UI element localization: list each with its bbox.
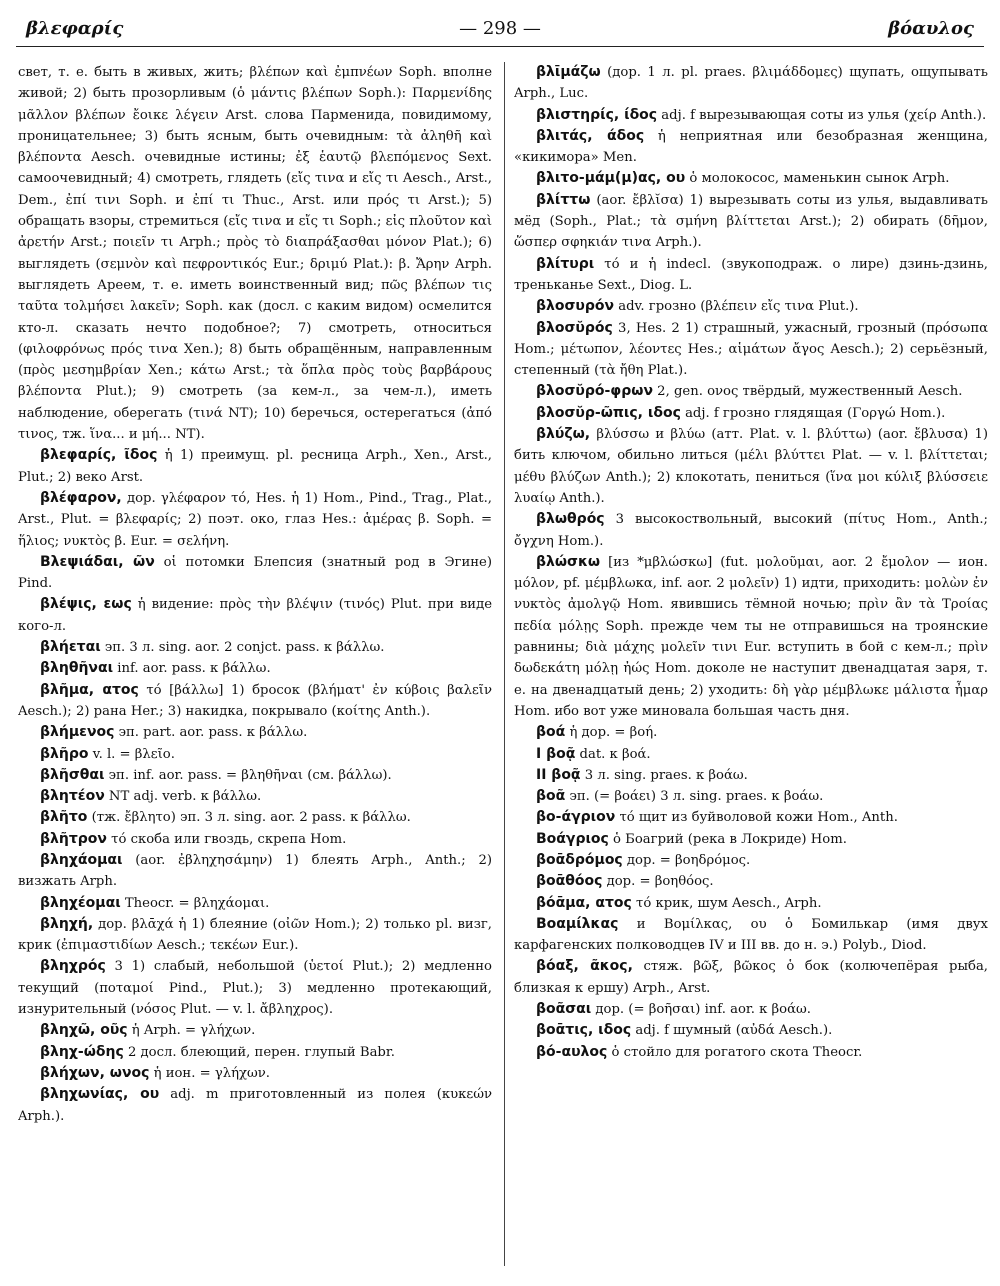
entry-headword: βληχῶ, οῦς [40, 1022, 128, 1039]
dictionary-entry [514, 381, 988, 402]
entry-definition: v. l. = βλεῖο. [88, 746, 175, 762]
entry-headword: βληχή, [40, 915, 94, 932]
entry-definition: 3 высокоствольный, высокий (πίτυς Hom., Anth.; ὄγχνη Hom.). [514, 512, 988, 549]
entry-definition: βλύσσω и βλύω (атт. Plat. v. l. βλύττω) (aor. ἔβλυσα) 1) бить ключом, обильно литься (μέλι βλύττει Plat. — v. l. βλίττεται; μέθυ βλύζων Anth.); 2) клокотать, пениться (ἵνα μοι κύλιξ βλύσσειε λυαίῳ Anth.). [514, 427, 988, 506]
entry-definition: (aor. ἔβλῐσα) 1) вырезывать соты из улья, выдавливать мёд (Soph., Plat.; τὰ σμήνη βλίττεται Arst.); 2) обирать (δῆμον, ὥσπερ σφηκιάν τινα Arph.). [514, 192, 988, 251]
entry-headword: βλῆρο [40, 745, 89, 762]
entry-definition: 3 л. sing. praes. к βοάω. [580, 767, 748, 783]
entry-headword: βλώσκω [536, 553, 601, 570]
dictionary-entry [514, 105, 988, 126]
entry-definition: (тж. ἔβλητο) эп. 3 л. sing. aor. 2 pass. к βάλλω. [87, 810, 411, 826]
entry-headword: βληχωνίας, ου [40, 1086, 160, 1103]
entry-headword: βληχ-ώδης [40, 1043, 124, 1060]
entry-headword: βοᾶσαι [536, 1001, 592, 1018]
dictionary-entry [514, 424, 988, 509]
entry-definition: Theocr. = βληχάομαι. [120, 895, 270, 911]
entry-definition: (дор. 1 л. pl. praes. βλιμάδδομες) щупать, ощупывать Arph., Luc. [514, 65, 988, 102]
page-header [16, 14, 984, 44]
entry-definition: ἡ видение: πρὸς τὴν βλέψιν (τινός) Plut. при виде кого-л. [18, 597, 492, 634]
entry-definition: adj. m приготовленный из полея (κυκεών Arph.). [18, 1087, 492, 1124]
dictionary-entry [514, 850, 988, 871]
entry-definition: дор. γλέφαρον τό, Hes. ἡ 1) Hom., Pind., Trag., Plat., Arst., Plut. = βλεφαρίς; 2) поэт. око, глаз Hes.: ἁμέρας β. Soph. = ἥλιος; νυκτὸς β. Eur. = σελήνη. [18, 490, 492, 549]
entry-definition: свет, т. е. быть в живых, жить; βλέπων καὶ ἐμπνέων Soph. вполне живой; 2) быть прозорливым (ὁ μάντις βλέπων Soph.): Παρμενίδης μᾶλλον βλέπων ἔοικε λέγειν Arst. слова Парменида, повидимому, проницательнее; 3) быть ясным, быть очевидным: τὰ ἀληθῆ καὶ βλέποντα Aesch. очевидные истины; ἐξ ἑαυτῷ βλεπόμενος Sext. самоочевидный; 4) смотреть, глядеть (εἴς τινα и εἴς τι Aesch., Arst., Dem., ἐπί τινι Soph. и ἐπί τι Thuc., Arst. или πρός τι Arst.); 5) обращать взоры, стремиться (εἴς τινα и εἴς τι Soph.; εἰς πλοῦτον καὶ ἀρετήν Arst.; ποιεῖν τι Arph.; πρὸς τὸ διαπράξασθαι μόνον Plat.); 6) выглядеть (σεμνὸν καὶ πεφροντικός Eur.; δριμύ Plat.): β. Ἄρην Arph. выглядеть Ареем, т. е. иметь воинственный вид; πῶς βλέπων τις ταῦτα τολμήσει λακεῖν; Soph. как (досл. с каким видом) осмелится кто-л. сказать нечто подобное?; 7) смотреть, относиться (φιλοφρόνως πρός τινα Xen.); 8) быть обращённым, направленным (πρὸς μεσημβρίαν Xen.; κάτω Arst.; τὰ ὅπλα πρὸς τοὺς βαρβάρους βλέποντα Plut.); 9) смотреть (за кем-л., за чем-л.), иметь наблюдение, оберегать (τινά NT); 10) беречься, остерегаться (ἀπό τινος, тж. ἵνα... и μή... NT). [18, 65, 492, 443]
entry-headword: βοᾱθόος [536, 873, 603, 890]
entry-headword: βληχέομαι [40, 894, 121, 911]
dictionary-entry [18, 552, 492, 595]
entry-headword: βλέφαρον, [40, 489, 122, 506]
entry-definition: ἡ неприятная или безобразная женщина, «кикимора» Men. [514, 128, 988, 166]
entry-headword: βλήμενος [40, 724, 115, 741]
dictionary-entry [514, 190, 988, 254]
entry-definition: эп. (= βοάει) 3 л. sing. praes. к βοάω. [565, 789, 824, 805]
left-guide-word: βλεφαρίς [26, 18, 124, 39]
entry-definition: τό крик, шум Aesch., Arph. [631, 895, 822, 911]
dictionary-entry [514, 871, 988, 892]
entry-definition: [из *μβλώσκω] (fut. μολοῦμαι, aor. 2 ἔμολον — ион. μόλον, pf. μέμβλωκα, inf. aor. 2 μολεῖν) 1) идти, приходить: μολὼν ἐν νυκτὸς ἀμολγῷ Hom. явившись тёмной ночью; πρὶν ἂν τὰ Τροίας πεδία μόλῃς Soph. прежде чем ты не отправишься на троянские равнины; διὰ μάχης μολεῖν τινι Eur. вступить в бой с кем-л.; πρὶν δωδεκάτη μόλῃ ἠώς Hom. доколе не наступит двенадцатая заря, т. е. на двенадцатый день; 2) уходить: δὴ γὰρ μέμβλωκε μάλιστα ἦμαρ Hom. ибо вот уже миновала большая часть дня. [514, 554, 988, 719]
entry-headword: I βοᾷ [536, 745, 576, 762]
entry-headword: βλιτάς, άδος [536, 127, 645, 144]
entry-headword: βοᾱτις, ιδος [536, 1022, 632, 1039]
dictionary-entry [514, 914, 988, 957]
right-column [514, 62, 988, 1274]
dictionary-entry [514, 765, 988, 786]
entry-definition: adj. f шумный (αὐδά Aesch.). [631, 1023, 833, 1039]
entry-headword: II βοᾷ [536, 766, 581, 783]
entry-headword: βλοσῠρ-ῶπις, ιδος [536, 404, 681, 421]
entry-definition: οἱ потомки Блепсия (знатный род в Эгине) Pind. [18, 554, 492, 592]
dictionary-entry [514, 786, 988, 807]
entry-definition: и Βομίλκας, ου ὁ Бомилькар (имя двух карфагенских полководцев IV и III вв. до н. э.) Polyb., Diod. [514, 916, 988, 954]
dictionary-entry [18, 488, 492, 552]
dictionary-entry [18, 914, 492, 957]
entry-definition: adj. f грозно глядящая (Γοργώ Hom.). [680, 405, 946, 421]
entry-headword: βλοσῠρός [536, 319, 613, 336]
dictionary-entry [18, 1084, 492, 1127]
dictionary-entry [514, 956, 988, 999]
dictionary-entry [18, 1063, 492, 1084]
entry-definition: эп. inf. aor. pass. = βληθῆναι (см. βάλλω). [104, 767, 392, 783]
page-number: — 298 — [459, 18, 541, 39]
dictionary-entry [18, 1020, 492, 1041]
dictionary-entry [18, 637, 492, 658]
dictionary-entry [18, 722, 492, 743]
dictionary-entry [514, 168, 988, 189]
dictionary-entry [514, 126, 988, 169]
dictionary-entry [18, 445, 492, 488]
entry-headword: βλεφαρίς, ῖδος [40, 447, 158, 464]
dictionary-entry [514, 254, 988, 297]
dictionary-entry [514, 403, 988, 424]
entry-headword: βο-άγριον [536, 809, 616, 826]
entry-headword: βληθῆναι [40, 660, 114, 677]
entry-definition: ὁ Боагрий (река в Локриде) Hom. [608, 831, 847, 847]
entry-definition: inf. aor. pass. к βάλλω. [113, 661, 271, 677]
entry-definition: τό и ἡ indecl. (звукоподраж. о лире) дзинь-дзинь, треньканье Sext., Diog. L. [514, 256, 988, 293]
entry-definition: дор. = βοηδρόμος. [622, 852, 751, 868]
header-rule [16, 46, 984, 47]
entry-definition: 3 1) слабый, небольшой (ὑετοί Plut.); 2) медленно текущий (ποταμοί Pind., Plut.); 3) медленно протекающий, изнурительный (νόσος Plut. — v. l. ἄβληχρος). [18, 959, 492, 1018]
entry-definition: стяж. βῶξ, βῶκος ὁ бок (колючепёрая рыба, близкая к ершу) Arph., Arst. [514, 959, 988, 996]
entry-definition: ὁ молокосос, маменькин сынок Arph. [685, 171, 950, 187]
entry-headword: βλήχων, ωνος [40, 1064, 150, 1081]
entry-headword: βλέψις, εως [40, 596, 132, 613]
dictionary-entry [514, 1042, 988, 1063]
entry-headword: βοά [536, 724, 566, 741]
entry-headword: βόαξ, ᾶκος, [536, 958, 633, 975]
entry-definition: дор. (= βοῆσαι) inf. aor. к βοάω. [591, 1002, 811, 1018]
entry-headword: βοᾶ [536, 788, 566, 805]
dictionary-entry [514, 829, 988, 850]
entry-headword: βλοσῠρό-φρων [536, 383, 653, 400]
left-column [18, 62, 492, 1274]
entry-headword: βλύζω, [536, 426, 591, 443]
right-guide-word: βόαυλος [888, 18, 974, 39]
entry-definition: ἡ Arph. = γλήχων. [127, 1023, 256, 1039]
entry-headword: βλίττω [536, 191, 591, 208]
dictionary-entry [514, 807, 988, 828]
dictionary-entry [514, 722, 988, 743]
entry-definition: (aor. ἐβληχησάμην) 1) блеять Arph., Anth.; 2) визжать Arph. [18, 852, 492, 890]
dictionary-entry [18, 744, 492, 765]
dictionary-entry [18, 658, 492, 679]
entry-headword: βλῆσθαι [40, 766, 105, 783]
entry-definition: NT adj. verb. к βάλλω. [104, 789, 262, 805]
entry-headword: βλῑμάζω [536, 64, 601, 80]
entry-headword: βλήεται [40, 639, 101, 656]
dictionary-entry [18, 893, 492, 914]
entry-definition: ἡ ион. = γλήχων. [149, 1065, 270, 1081]
entry-definition: τό щит из буйволовой кожи Hom., Anth. [615, 810, 898, 826]
entry-headword: Βοαμίλκας [536, 915, 619, 932]
entry-headword: βοᾱδρόμος [536, 851, 623, 868]
entry-definition: τό [βάλλω] 1) бросок (βλήματ' ἐν κύβοις βαλεῖν Aesch.); 2) рана Her.; 3) накидка, покрывало (κοίτης Anth.). [18, 682, 492, 719]
dictionary-entry [514, 999, 988, 1020]
entry-headword: βληχάομαι [40, 851, 123, 868]
entry-definition: ἡ дор. = βοή. [565, 725, 658, 741]
entry-definition: дор. βλᾱχά ἡ 1) блеяние (οἰῶν Hom.); 2) только pl. визг, крик (ἐπιμαστιδίων Aesch.; τεκέων Eur.). [18, 916, 492, 954]
dictionary-entry [514, 509, 988, 552]
dictionary-entry [18, 850, 492, 893]
entry-definition: дор. = βοηθόος. [602, 874, 714, 890]
entry-headword: βόᾱμα, ατος [536, 894, 632, 911]
entry-headword: βληχρός [40, 958, 106, 975]
dictionary-entry [514, 318, 988, 382]
dictionary-entry [18, 594, 492, 637]
entry-definition: ὁ стойло для рогатого скота Theocr. [607, 1044, 863, 1060]
entry-headword: Βοάγριος [536, 830, 609, 847]
entry-headword: βλῆμα, ατος [40, 681, 139, 698]
dictionary-entry [514, 1020, 988, 1041]
entry-headword: βλῆτρον [40, 830, 107, 847]
entry-headword: βλιστηρίς, ίδος [536, 106, 658, 123]
entry-headword: βλιτο-μάμ(μ)ας, ου [536, 170, 686, 187]
entry-headword: βλητέον [40, 788, 105, 805]
entry-definition: 2 досл. блеющий, перен. глупый Babr. [123, 1044, 395, 1060]
columns [18, 62, 986, 1274]
dictionary-entry [18, 62, 492, 445]
entry-definition: τό скоба или гвоздь, скрепа Hom. [106, 831, 347, 847]
dictionary-entry [514, 552, 988, 722]
dictionary-entry [18, 765, 492, 786]
dictionary-entry [18, 956, 492, 1020]
entry-headword: βλοσυρόν [536, 298, 615, 315]
dictionary-entry [514, 62, 988, 105]
dictionary-entry [18, 786, 492, 807]
entry-definition: dat. к βοά. [575, 746, 651, 762]
dictionary-entry [18, 1042, 492, 1063]
entry-definition: adv. грозно (βλέπειν εἴς τινα Plut.). [614, 299, 859, 315]
column-divider [504, 62, 505, 1266]
dictionary-entry [514, 744, 988, 765]
entry-definition: эп. part. aor. pass. к βάλλω. [114, 725, 308, 741]
entry-headword: βλῆτο [40, 809, 88, 826]
dictionary-entry [18, 829, 492, 850]
entry-definition: ἡ 1) преимущ. pl. ресница Arph., Xen., Arst., Plut.; 2) веко Arst. [18, 448, 492, 485]
entry-definition: 3, Hes. 2 1) страшный, ужасный, грозный (πρόσωπα Hom.; μέτωπον, λέοντες Hes.; αἱμάτων ἄγος Aesch.); 2) серьёзный, степенный (τὰ ἤθη Plat.). [514, 320, 988, 379]
dictionary-entry [18, 807, 492, 828]
dictionary-entry [514, 296, 988, 317]
dictionary-entry [18, 680, 492, 723]
entry-definition: 2, gen. ονος твёрдый, мужественный Aesch. [652, 384, 963, 400]
entry-headword: Βλεψιάδαι, ῶν [40, 553, 155, 570]
entry-definition: adj. f вырезывающая соты из улья (χείρ Anth.). [657, 107, 987, 123]
entry-headword: βό-αυλος [536, 1043, 608, 1060]
entry-headword: βλωθρός [536, 511, 605, 528]
entry-headword: βλίτυρι [536, 255, 595, 272]
dictionary-entry [514, 893, 988, 914]
entry-definition: эп. 3 л. sing. aor. 2 conjct. pass. к βάλλω. [100, 640, 385, 656]
